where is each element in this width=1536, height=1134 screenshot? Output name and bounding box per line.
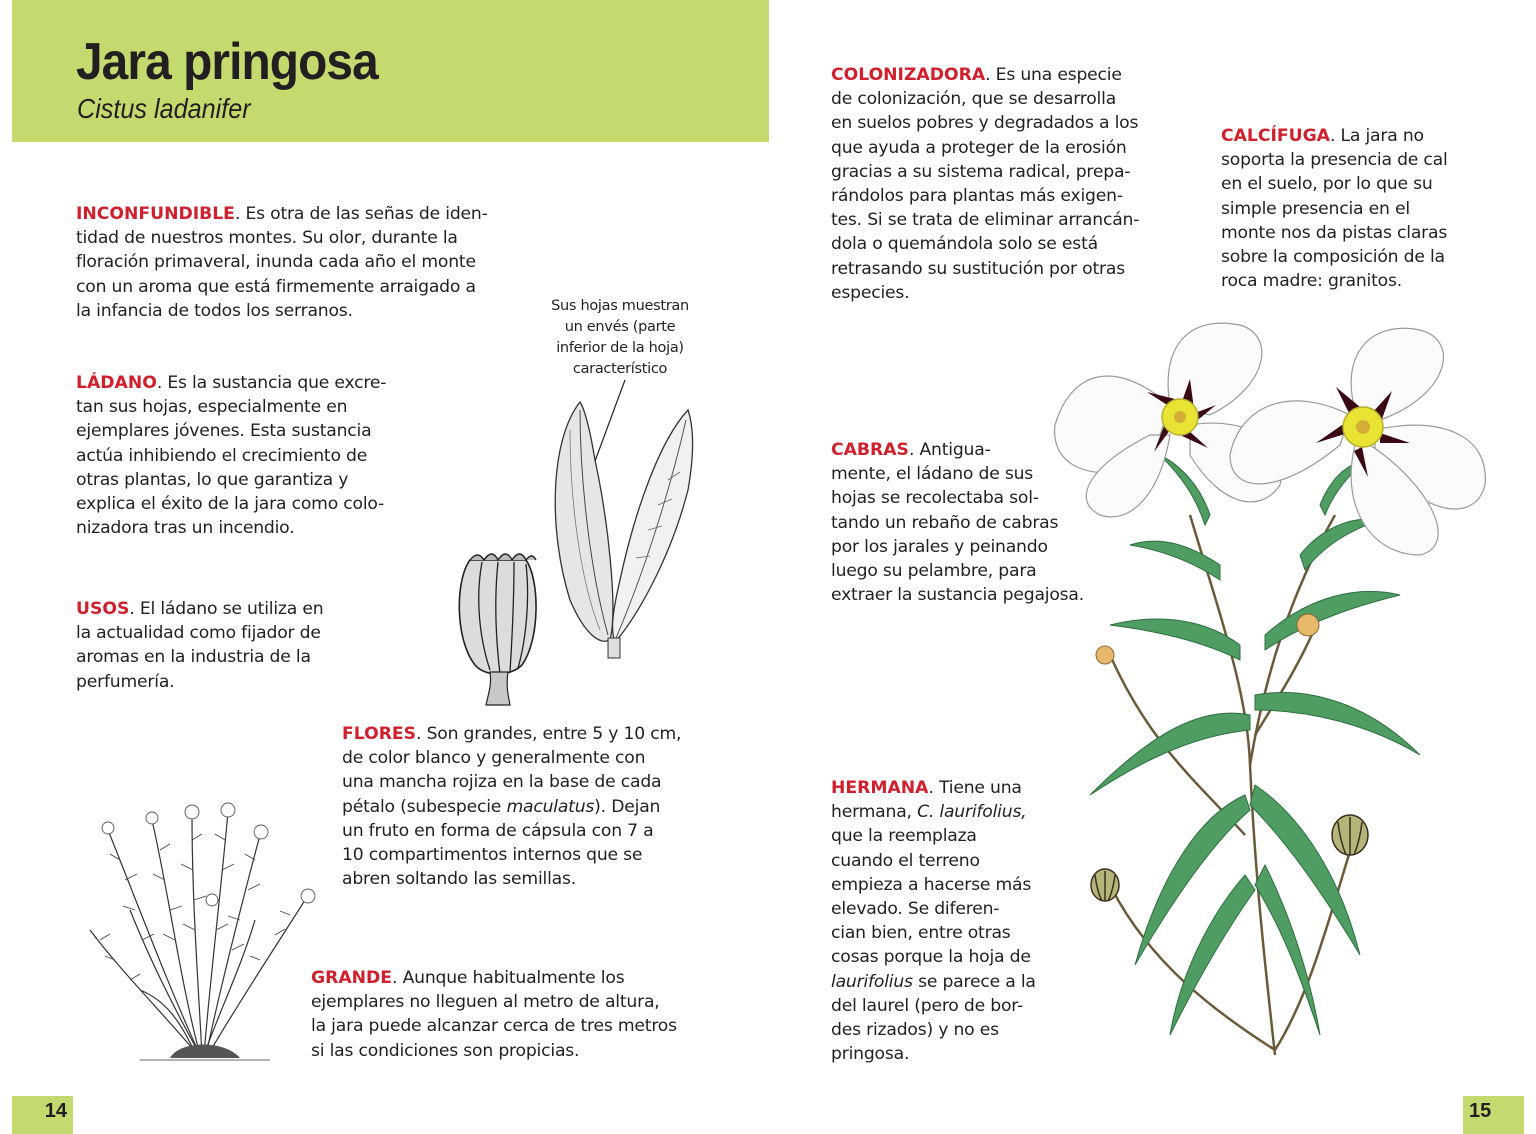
text-line: actúa inhibiendo el crecimiento de bbox=[76, 445, 368, 466]
caption-line: un envés (parte bbox=[564, 319, 676, 335]
capsule-and-leaves-drawing bbox=[430, 380, 720, 710]
text-line: cian bien, entre otras bbox=[831, 923, 1011, 944]
text-line: hojas se recolectaba sol- bbox=[831, 488, 1039, 509]
text-line: roca madre: granitos. bbox=[1221, 271, 1403, 292]
text-line: la jara puede alcanzar cerca de tres metros bbox=[311, 1016, 677, 1037]
text-line: . Es otra de las señas de iden- bbox=[234, 204, 488, 224]
text-line: gracias a su sistema radical, prepa- bbox=[831, 161, 1131, 182]
keyword-hermana: HERMANA bbox=[831, 778, 929, 798]
text-line: en suelos pobres y degradados a los bbox=[831, 113, 1139, 134]
section-usos bbox=[76, 597, 323, 694]
text-line: . Tiene una bbox=[928, 778, 1022, 798]
keyword-usos: USOS bbox=[76, 599, 130, 619]
page-number-right: 15 bbox=[1463, 1096, 1524, 1134]
text-line: un fruto en forma de cápsula con 7 a bbox=[342, 820, 654, 841]
text-line: empieza a hacerse más bbox=[831, 874, 1032, 895]
text-line: nizadora tras un incendio. bbox=[76, 518, 295, 539]
text-line: simple presencia en el bbox=[1221, 198, 1410, 219]
caption-line: característico bbox=[572, 361, 668, 377]
keyword-calcifuga: CALCÍFUGA bbox=[1221, 126, 1330, 146]
text-line: ejemplares no lleguen al metro de altura, bbox=[311, 992, 660, 1013]
text-line: perfumería. bbox=[76, 671, 175, 692]
text-line: extraer la sustancia pegajosa. bbox=[831, 585, 1085, 606]
text-line: tando un rebaño de cabras bbox=[831, 512, 1059, 533]
caption-line: Sus hojas muestran bbox=[551, 298, 689, 314]
text-line: . Es la sustancia que excre- bbox=[156, 373, 387, 393]
text-line: cosas porque la hoja de bbox=[831, 947, 1031, 968]
text-line: especies. bbox=[831, 282, 910, 303]
italic-term: laurifolius bbox=[831, 971, 913, 992]
text-line: que la reemplaza bbox=[831, 826, 977, 847]
text-line: floración primaveral, inunda cada año el monte bbox=[76, 252, 476, 273]
text-line: una mancha rojiza en la base de cada bbox=[342, 772, 662, 793]
text-line: la infancia de todos los serranos. bbox=[76, 300, 353, 321]
section-calcifuga bbox=[1221, 124, 1448, 293]
section-flores bbox=[342, 722, 681, 891]
flowering-branch-painting bbox=[1050, 315, 1500, 1060]
caption-line: inferior de la hoja) bbox=[556, 340, 684, 356]
page-number-left: 14 bbox=[12, 1096, 73, 1134]
text-line: sobre la composición de la bbox=[1221, 247, 1445, 268]
text-line: . Antigua- bbox=[908, 440, 991, 460]
text-line: otras plantas, lo que garantiza y bbox=[76, 469, 349, 490]
text-line: de color blanco y generalmente con bbox=[342, 748, 646, 769]
text-line: por los jarales y peinando bbox=[831, 536, 1048, 557]
text-line: 10 compartimentos internos que se bbox=[342, 845, 643, 866]
text-line: . Son grandes, entre 5 y 10 cm, bbox=[416, 724, 682, 744]
page-title: Jara pringosa bbox=[76, 33, 378, 91]
text-line bbox=[342, 795, 681, 819]
text-line: con un aroma que está firmemente arraigado a bbox=[76, 276, 476, 297]
text-fragment: ). Dejan bbox=[594, 796, 661, 817]
text-line bbox=[831, 800, 1036, 824]
section-ladano bbox=[76, 371, 386, 540]
section-hermana bbox=[831, 776, 1036, 1066]
keyword-cabras: CABRAS bbox=[831, 440, 909, 460]
text-line: monte nos da pistas claras bbox=[1221, 222, 1448, 243]
section-inconfundible bbox=[76, 202, 488, 323]
shrub-drawing bbox=[80, 790, 330, 1070]
text-line: que ayuda a proteger de la erosión bbox=[831, 137, 1127, 158]
scientific-name: Cistus ladanifer bbox=[77, 93, 251, 124]
text-line: cuando el terreno bbox=[831, 850, 980, 871]
text-line: retrasando su sustitución por otras bbox=[831, 258, 1125, 279]
keyword-colonizadora: COLONIZADORA bbox=[831, 65, 986, 85]
text-line: luego su pelambre, para bbox=[831, 561, 1037, 582]
text-line: soporta la presencia de cal bbox=[1221, 150, 1448, 171]
text-line: tan sus hojas, especialmente en bbox=[76, 397, 348, 418]
section-cabras bbox=[831, 438, 1084, 607]
keyword-grande: GRANDE bbox=[311, 968, 393, 988]
section-colonizadora bbox=[831, 63, 1139, 305]
section-grande bbox=[311, 966, 677, 1063]
text-line bbox=[831, 970, 1036, 994]
keyword-ladano: LÁDANO bbox=[76, 373, 157, 393]
text-fragment: pétalo (subespecie bbox=[342, 796, 507, 817]
text-line: la actualidad como fijador de bbox=[76, 623, 321, 644]
text-line: en el suelo, por lo que su bbox=[1221, 174, 1433, 195]
text-line: rándolos para plantas más exigen- bbox=[831, 186, 1123, 207]
text-line: abren soltando las semillas. bbox=[342, 869, 577, 890]
text-line: pringosa. bbox=[831, 1044, 910, 1065]
text-line: tes. Si se trata de eliminar arrancán- bbox=[831, 210, 1140, 231]
text-line: . Es una especie bbox=[985, 65, 1122, 85]
text-line: mente, el ládano de sus bbox=[831, 464, 1034, 485]
text-line: explica el éxito de la jara como colo- bbox=[76, 494, 385, 515]
text-line: des rizados) y no es bbox=[831, 1020, 999, 1041]
text-line: dola o quemándola solo se está bbox=[831, 234, 1098, 255]
italic-term: maculatus bbox=[506, 796, 595, 817]
keyword-flores: FLORES bbox=[342, 724, 417, 744]
text-line: . La jara no bbox=[1329, 126, 1424, 146]
leaf-caption bbox=[530, 296, 710, 380]
text-line: del laurel (pero de bor- bbox=[831, 995, 1024, 1016]
text-fragment: hermana, bbox=[831, 802, 918, 823]
text-line: si las condiciones son propicias. bbox=[311, 1040, 580, 1061]
text-line: de colonización, que se desarrolla bbox=[831, 89, 1117, 110]
text-line: elevado. Se diferen- bbox=[831, 899, 1000, 920]
text-fragment: se parece a la bbox=[912, 971, 1036, 992]
text-line: tidad de nuestros montes. Su olor, durante la bbox=[76, 228, 458, 249]
text-line: . El ládano se utiliza en bbox=[129, 599, 324, 619]
text-line: aromas en la industria de la bbox=[76, 647, 311, 668]
keyword-inconfundible: INCONFUNDIBLE bbox=[76, 204, 235, 224]
text-line: ejemplares jóvenes. Esta sustancia bbox=[76, 421, 372, 442]
text-line: . Aunque habitualmente los bbox=[392, 968, 625, 988]
italic-term: C. laurifolius, bbox=[917, 802, 1027, 823]
